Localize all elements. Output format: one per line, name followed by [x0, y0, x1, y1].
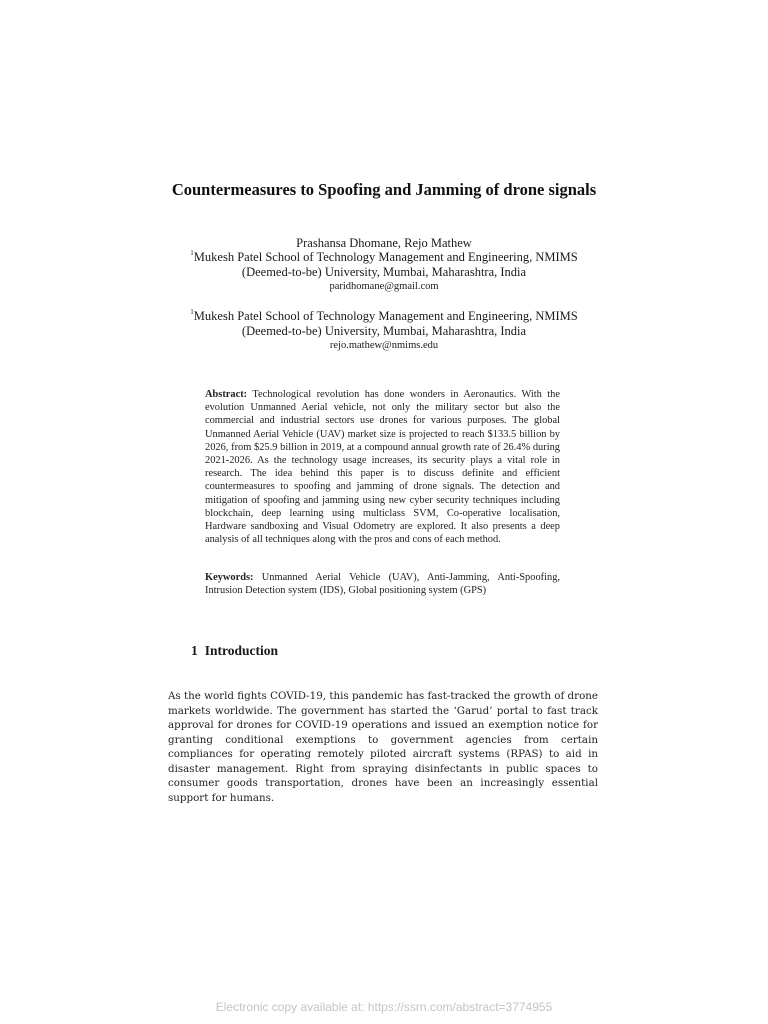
keywords-label: Keywords: [205, 572, 254, 583]
ssrn-footer-watermark: Electronic copy available at: https://ssrn.com/abstract=3774955 [215, 1000, 553, 1014]
abstract [205, 388, 560, 546]
affiliation-1-line-1 [160, 250, 608, 265]
section-title: Introduction [204, 643, 279, 658]
abstract-text: Technological revolution has done wonders in Aeronautics. With the evolution Unmanned Aerial vehicle, not only the military sector but also the commercial and industrial sectors use drones for various purposes. The global Unmanned Aerial Vehicle (UAV) market size is projected to reach $133.5 billion by 2026, from $25.9 billion in 2019, at a compound annual growth rate of 26.4% during 2021-2026. As the technology usage increases, its security plays a vital role in research. The idea behind this paper is to discuss definite and efficient countermeasures to spoofing and jamming of drone signals. The detection and mitigation of spoofing and jamming using new cyber security techniques including blockchain, deep learning using multiclass SVM, Co-operative localisation, Hardware sandboxing and Visual Odometry are explored. It also presents a deep analysis of all techniques along with the pros and cons of each method. [205, 389, 560, 546]
keywords-text: Unmanned Aerial Vehicle (UAV), Anti-Jamming, Anti-Spoofing, Intrusion Detection system (IDS), Global positioning system (GPS) [205, 572, 560, 597]
affiliation-1 [160, 250, 608, 293]
affiliation-2-line-1 [160, 309, 608, 324]
section-number: 1 [191, 643, 198, 658]
paper-title: Countermeasures to Spoofing and Jamming of drone signals [171, 180, 597, 199]
affiliation-2 [160, 309, 608, 352]
affiliation-1-institution: Mukesh Patel School of Technology Management and Engineering, NMIMS [193, 250, 578, 264]
affiliation-1-email: paridhomane@gmail.com [329, 281, 439, 292]
affiliation-1-location: (Deemed-to-be) University, Mumbai, Maharashtra, India [241, 265, 527, 279]
author-list: Prashansa Dhomane, Rejo Mathew [296, 236, 472, 250]
section-heading [191, 643, 278, 659]
affiliation-2-location: (Deemed-to-be) University, Mumbai, Maharashtra, India [241, 324, 527, 338]
affiliation-2-marker: 1 [190, 308, 194, 316]
abstract-label: Abstract: [205, 389, 248, 400]
affiliation-2-email: rejo.mathew@nmims.edu [329, 340, 439, 351]
affiliation-1-marker: 1 [190, 249, 194, 257]
keywords [205, 571, 560, 597]
affiliation-2-institution: Mukesh Patel School of Technology Management and Engineering, NMIMS [193, 309, 578, 323]
introduction-paragraph: As the world fights COVID-19, this pandemic has fast-tracked the growth of drone markets worldwide. The government has started the ‘Garud’ portal to fast track approval for drones for COVID-19 operations and issued an exemption notice for granting conditional exemptions to government agencies from certain compliances for operating remotely piloted aircraft systems (RPAS) to aid in disaster management. Right from spraying disinfectants in public spaces to consumer goods transportation, drones have been an increasingly essential support for humans. [168, 690, 598, 804]
